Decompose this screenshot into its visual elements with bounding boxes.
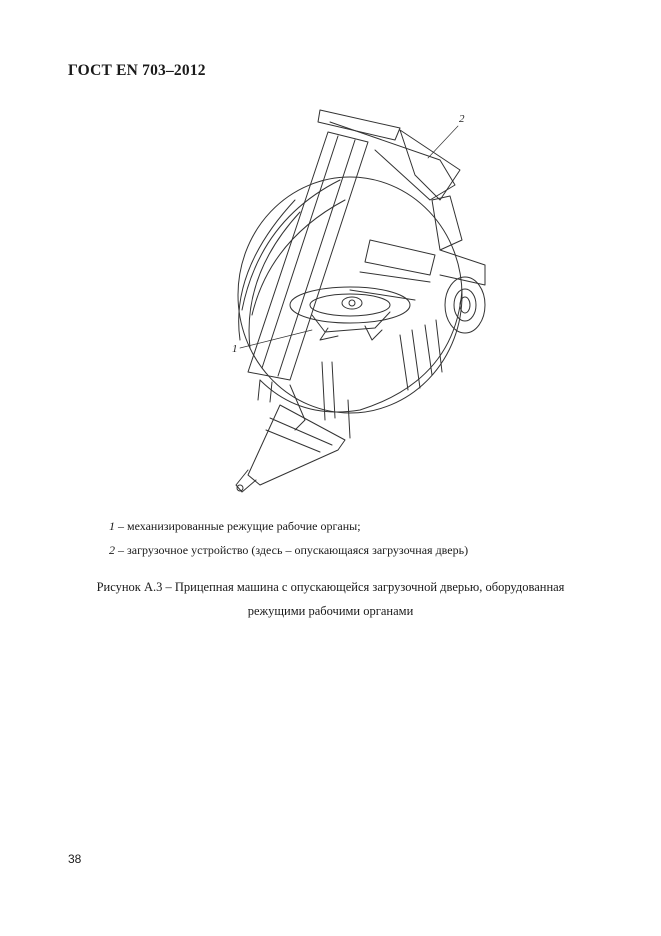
arm-top-bracket (318, 110, 400, 140)
disc-hub-center (349, 300, 355, 306)
drawbar-lines (266, 418, 332, 452)
drum-outline (238, 177, 462, 413)
standard-id: ГОСТ EN 703–2012 (68, 62, 206, 79)
page-number: 38 (68, 852, 82, 866)
drum-bottom (260, 290, 462, 412)
machine-figure (200, 100, 500, 500)
drum-rim (242, 180, 340, 310)
cutting-blade (312, 312, 390, 332)
left-rail (239, 200, 295, 340)
legend-item-number: 1 (109, 519, 115, 533)
callout-2-leader (428, 126, 458, 158)
frame-brace (290, 385, 305, 430)
hitch-eye (236, 470, 256, 492)
caption-line-2: режущими рабочими органами (247, 604, 414, 618)
crane-arm (248, 132, 368, 380)
support-post (348, 400, 350, 438)
machine-drawing (200, 100, 500, 500)
crane-arm-line (278, 140, 355, 376)
wheel-rim (454, 289, 476, 321)
inner-platform (365, 240, 435, 275)
document-header (68, 62, 206, 80)
callout-1-label: 1 (232, 343, 238, 355)
inner-slats (350, 272, 430, 300)
legend-item-text: – загрузочное устройство (здесь – опускающаяся загрузочная дверь) (115, 543, 469, 557)
side-frame (440, 250, 485, 285)
legend-item (109, 538, 468, 562)
legend-item (109, 514, 468, 538)
left-rail-inner (249, 212, 300, 348)
frame-leg (258, 380, 272, 402)
loading-door-frame (330, 122, 455, 200)
caption-line-1: Рисунок А.3 – Прицепная машина с опускающейся загрузочной дверью, оборудованная (96, 580, 565, 594)
callout-2-label: 2 (459, 113, 465, 125)
legend-item-number: 2 (109, 543, 115, 557)
figure-caption (60, 575, 601, 623)
door-hinge-panel (432, 196, 462, 250)
figure-legend (109, 514, 468, 562)
disc-hub (342, 297, 362, 309)
drawbar (248, 405, 345, 485)
loading-door (400, 130, 460, 200)
legend-item-text: – механизированные режущие рабочие органы; (115, 519, 361, 533)
wheel (445, 277, 485, 333)
